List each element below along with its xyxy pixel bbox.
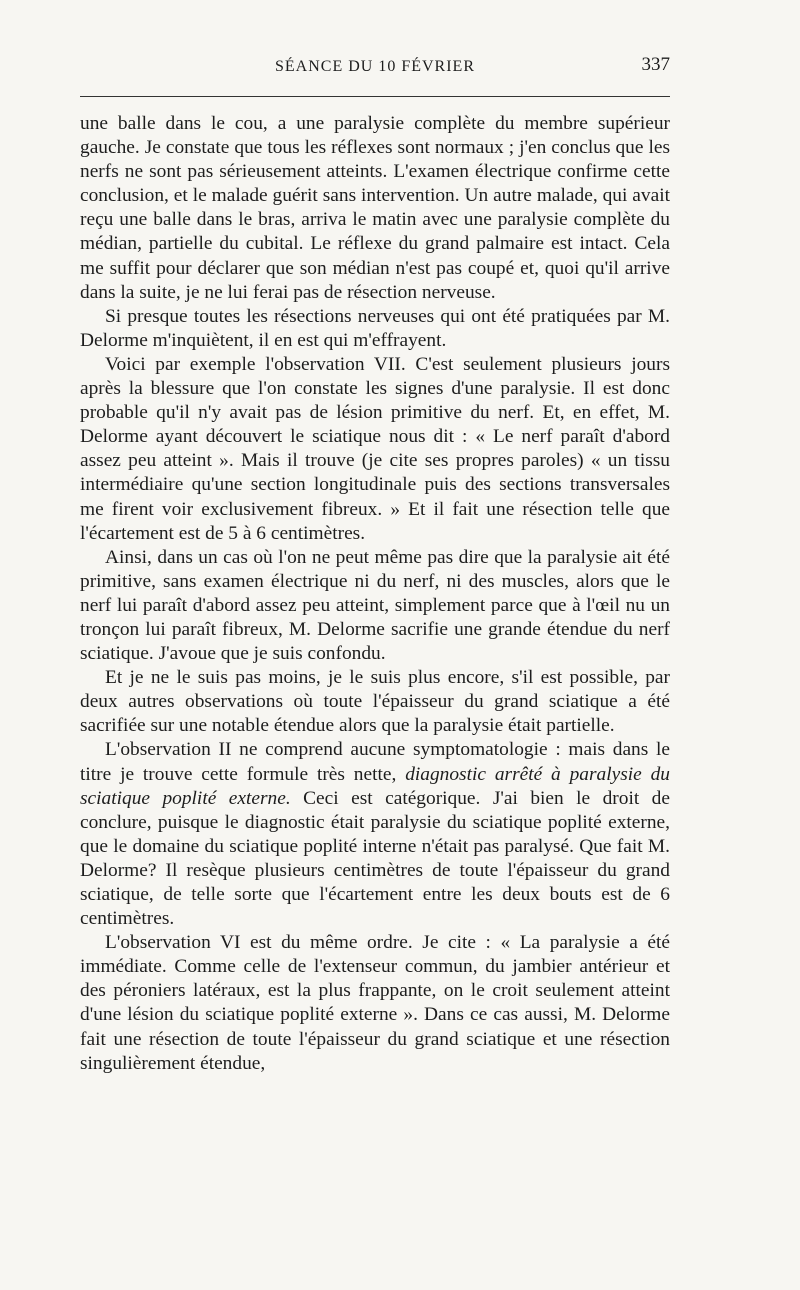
paragraph (80, 738, 670, 931)
paragraph (80, 931, 670, 1076)
paragraph-text: Ceci est catégorique. J'ai bien le droit de conclure, puisque le diagnostic était paralysie du sciatique poplité externe, que le domaine du sciatique poplité interne n'était pas paralysé. Que fait M. Delorme? Il resèque plusieurs centimètres de toute l'épaisseur du grand sciatique, de telle sorte que l'écartement entre les deux bouts est de 6 centimètres. (80, 787, 670, 930)
paragraph (80, 305, 670, 353)
body-text (80, 112, 670, 1076)
paragraph-text: Et je ne le suis pas moins, je le suis plus encore, s'il est possible, par deux autres observations où toute l'épaisseur du grand sciatique a été sacrifiée sur une notable étendue alors que la paralysie était partielle. (80, 667, 670, 737)
page-number: 337 (641, 54, 670, 75)
paragraph-text: Si presque toutes les résections nerveuses qui ont été pratiquées par M. Delorme m'inquiètent, il en est qui m'effrayent. (80, 305, 670, 351)
paragraph-text: Ainsi, dans un cas où l'on ne peut même pas dire que la paralysie ait été primitive, sans examen électrique ni du nerf, ni des muscles, alors que le nerf lui paraît d'abord assez peu atteint, simplement parce que à l'œil nu un tronçon lui paraît fibreux, M. Delorme sacrifie une grande étendue du nerf sciatique. J'avoue que je suis confondu. (80, 546, 670, 665)
paragraph (80, 666, 670, 738)
paragraph-text: L'observation II ne comprend aucune symptomatologie : mais dans le titre je trouve cette formule très nette, (80, 739, 670, 785)
italic-quote: diagnostic arrêté à paralysie du sciatique poplité externe. (80, 763, 670, 809)
running-title: SÉANCE DU 10 FÉVRIER (274, 58, 475, 75)
running-head (80, 52, 670, 92)
paragraph-text: L'observation VI est du même ordre. Je cite : « La paralysie a été immédiate. Comme celle de l'extenseur commun, du jambier antérieur et des péroniers latéraux, est la plus frappante, on le croit seulement atteint d'une lésion du sciatique poplité externe ». Dans ce cas aussi, M. Delorme fait une résection de toute l'épaisseur du grand sciatique et une résection singulièrement étendue, (80, 932, 670, 1074)
paragraph-text: une balle dans le cou, a une paralysie complète du membre supérieur gauche. Je constate que tous les réflexes sont normaux ; j'en conclus que les nerfs ne sont pas sérieusement atteints. L'examen électrique confirme cette conclusion, et le malade guérit sans intervention. Un autre malade, qui avait reçu une balle dans le bras, arriva le matin avec une paralysie complète du médian, partielle du cubital. Le réflexe du grand palmaire est intact. Cela me suffit pour déclarer que son médian n'est pas coupé et, quoi qu'il arrive dans la suite, je ne lui ferai pas de résection nerveuse. (80, 113, 670, 303)
paragraph (80, 546, 670, 666)
paragraph (80, 112, 670, 305)
paragraph (80, 353, 670, 546)
paragraph-text: Voici par exemple l'observation VII. C'est seulement plusieurs jours après la blessure que l'on constate les signes d'une paralysie. Il est donc probable qu'il n'y avait pas de lésion primitive du nerf. Et, en effet, M. Delorme ayant découvert le sciatique nous dit : « Le nerf paraît d'abord assez peu atteint ». Mais il trouve (je cite ses propres paroles) « un tissu intermédiaire qu'une section longitudinale puis des sections transversales me firent voir exclusivement fibreux. » Et il fait une résection telle que l'écartement est de 5 à 6 centimètres. (80, 353, 670, 544)
header-rule (80, 96, 670, 97)
